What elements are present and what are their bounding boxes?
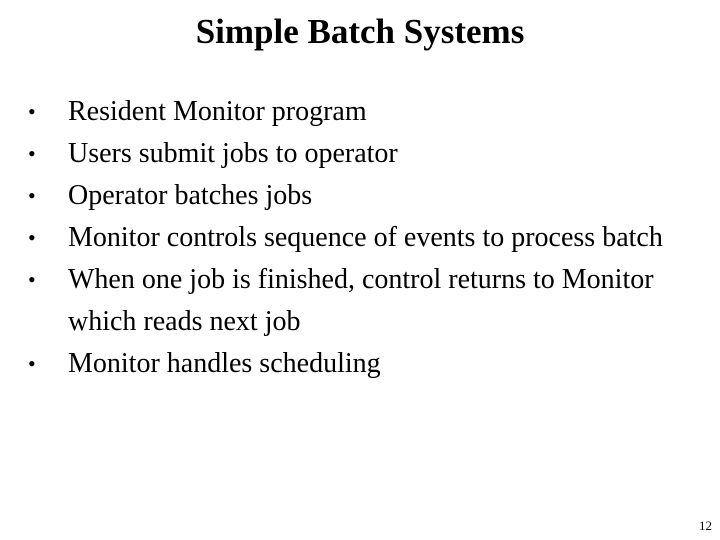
bullet-item — [24, 217, 694, 259]
bullet-text: When one job is finished, control returns to Monitor which reads next job — [68, 264, 654, 337]
bullet-icon: • — [28, 183, 36, 208]
bullet-list — [24, 91, 694, 385]
slide-title: Simple Batch Systems — [195, 12, 525, 51]
bullet-item — [24, 175, 694, 217]
bullet-icon: • — [28, 141, 36, 166]
bullet-icon: • — [28, 225, 36, 250]
bullet-item — [24, 343, 694, 385]
bullet-text: Monitor controls sequence of events to process batch — [68, 222, 663, 253]
bullet-text: Resident Monitor program — [68, 96, 367, 127]
bullet-item — [24, 259, 694, 343]
bullet-text: Users submit jobs to operator — [68, 138, 398, 169]
page-number: 12 — [699, 518, 712, 533]
bullet-icon: • — [28, 351, 36, 376]
bullet-item — [24, 91, 694, 133]
bullet-text: Monitor handles scheduling — [68, 348, 381, 379]
bullet-icon: • — [28, 99, 36, 124]
bullet-text: Operator batches jobs — [68, 180, 313, 211]
bullet-icon: • — [28, 267, 36, 292]
bullet-item — [24, 133, 694, 175]
